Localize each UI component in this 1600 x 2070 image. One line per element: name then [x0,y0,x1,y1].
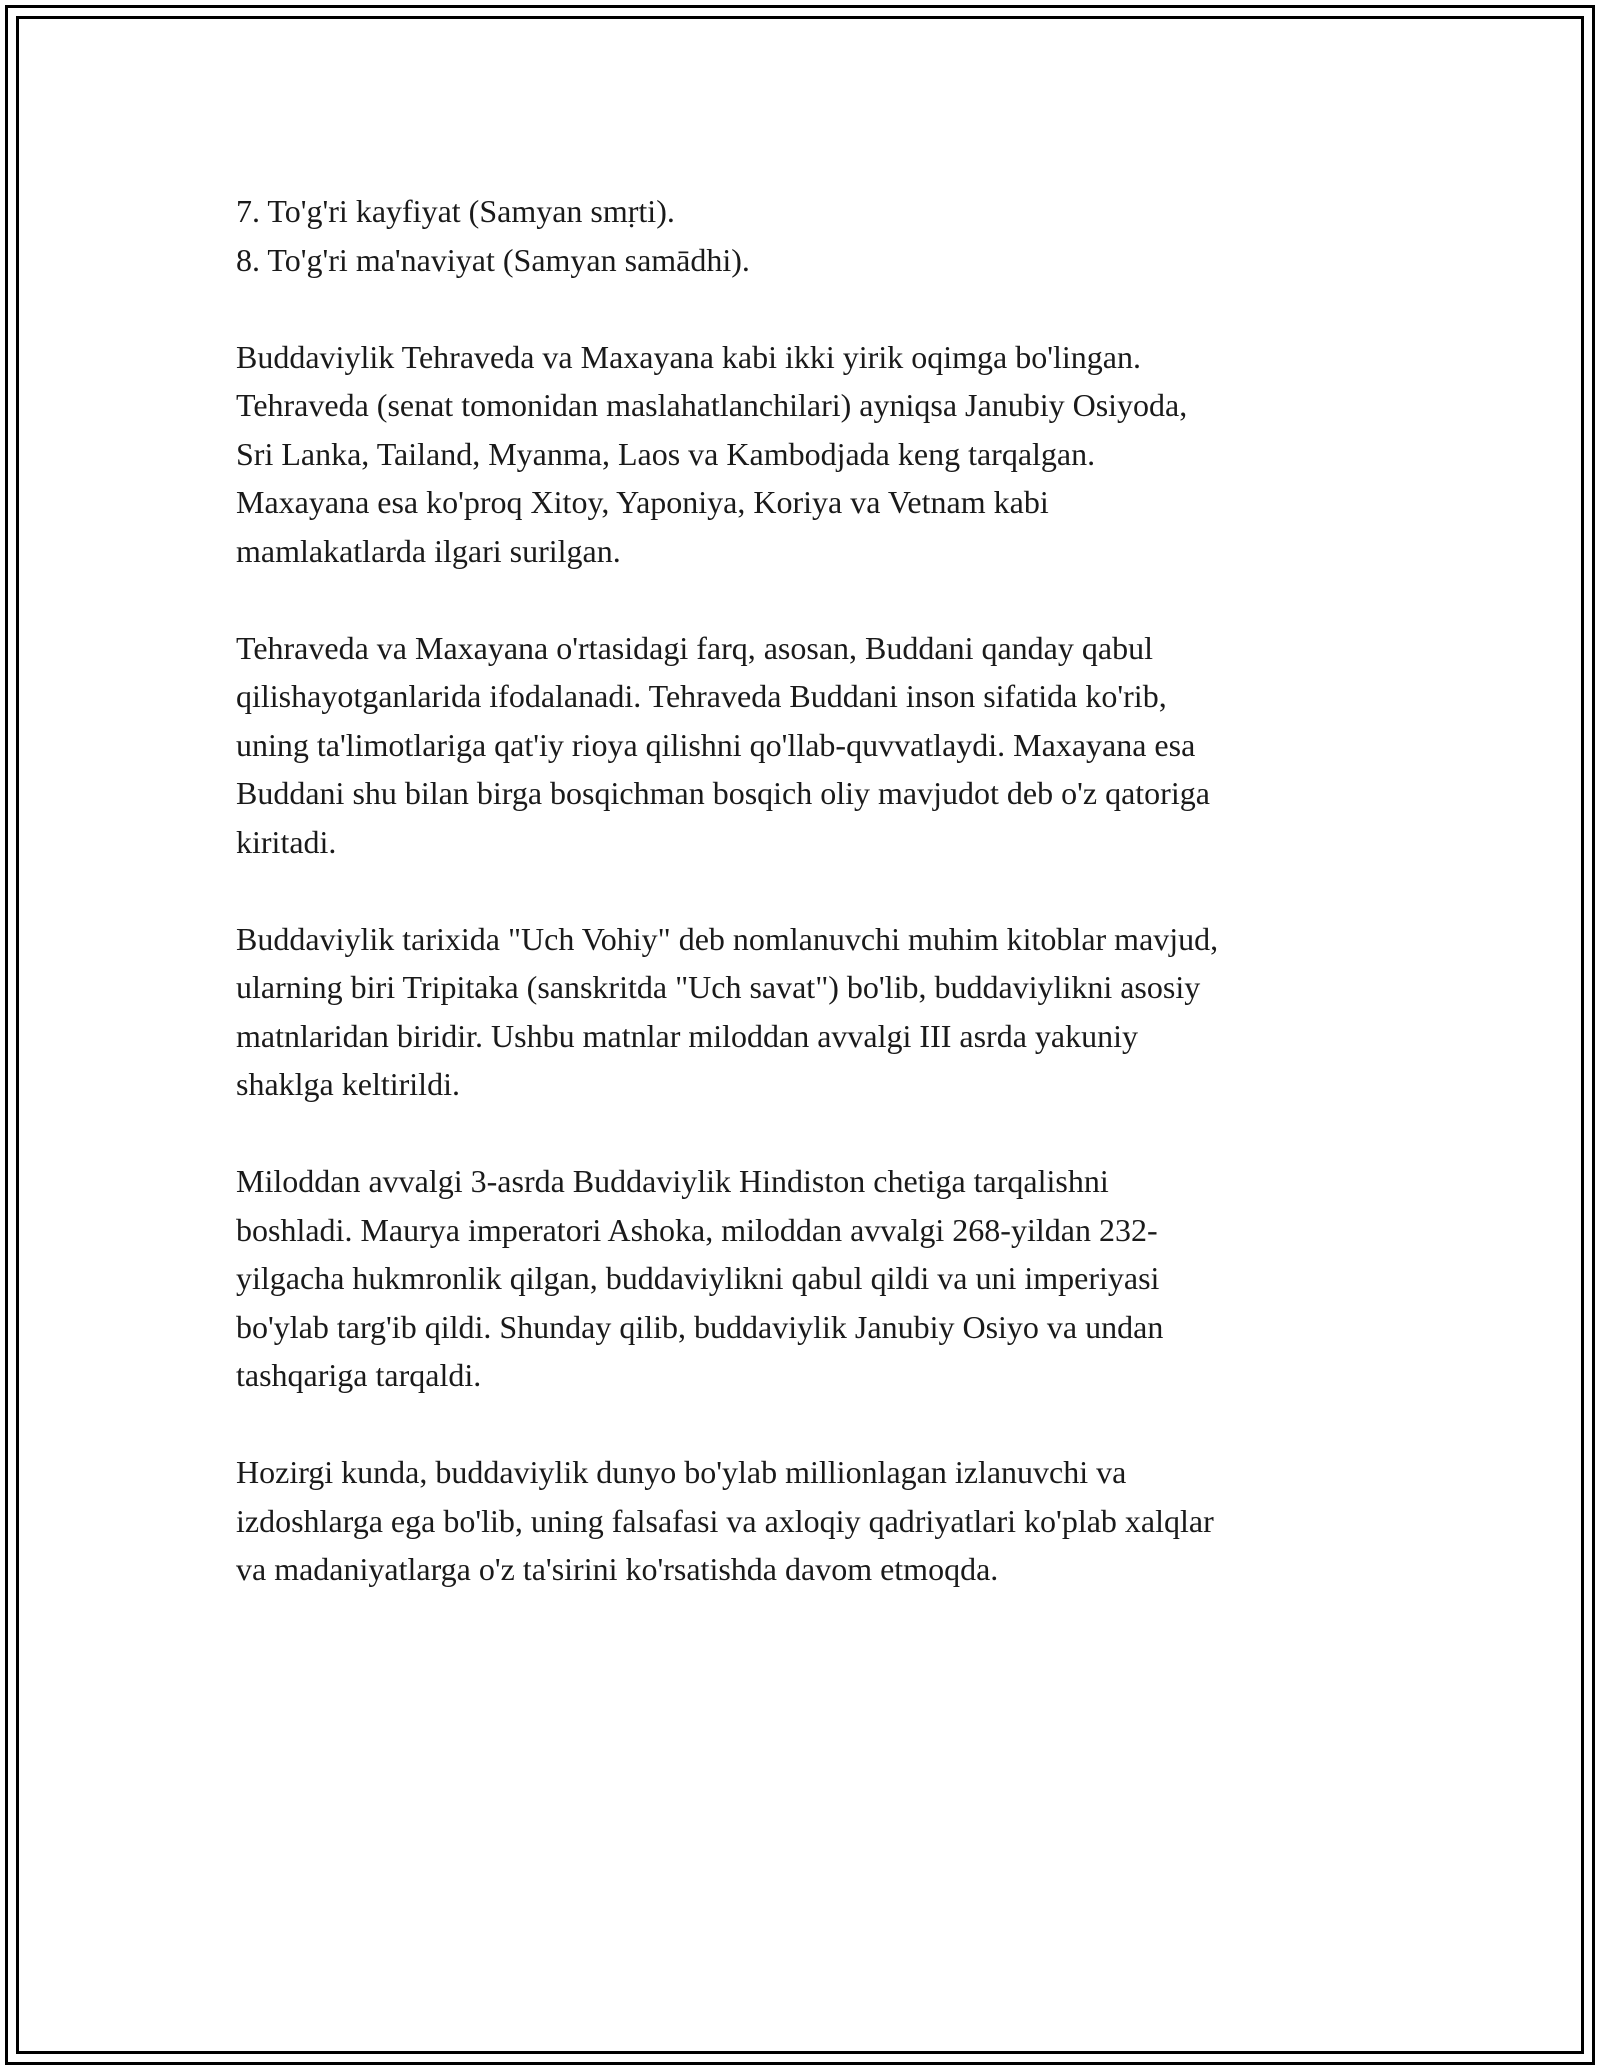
paragraph-theravada-mahayana-branches: Buddaviylik Tehraveda va Maxayana kabi ikki yirik oqimga bo'lingan. Tehraveda (senat tomonidan maslahatlanchilari) ayniqsa Janubiy Osiyoda, Sri Lanka, Tailand, Myanma, Laos va Kambodjada keng tarqalgan. Maxayana esa ko'proq Xitoy, Yaponiya, Koriya va Vetnam kabi mamlakatlarda ilgari surilgan. [236,338,1188,569]
paragraph-tripitaka: Buddaviylik tarixida "Uch Vohiy" deb nomlanuvchi muhim kitoblar mavjud, ularning biri Tripitaka (sanskritda "Uch savat") bo'lib, buddaviylikni asosiy matnlaridan biridir. Ushbu matnlar miloddan avvalgi III asrda yakuniy shaklga keltirildi. [236,920,1219,1102]
list-item-7: 7. To'g'ri kayfiyat (Samyan smṛti). [236,193,675,229]
document-body [236,187,1386,1594]
list-item-8: 8. To'g'ri ma'naviyat (Samyan samādhi). [236,241,750,278]
paragraph-theravada-mahayana-difference: Tehraveda va Maxayana o'rtasidagi farq, asosan, Buddani qanday qabul qilishayotganlarida ifodalanadi. Tehraveda Buddani inson sifatida ko'rib, uning ta'limotlariga qat'iy rioya qilishni qo'llab-quvvatlaydi. Maxayana esa Buddani shu bilan birga bosqichman bosqich oliy mavjudot deb o'z qatoriga kiritadi. [236,629,1210,860]
paragraph-modern-buddhism: Hozirgi kunda, buddaviylik dunyo bo'ylab millionlagan izlanuvchi va izdoshlarga ega bo'lib, uning falsafasi va axloqiy qadriyatlari ko'plab xalqlar va madaniyatlarga o'z ta'sirini ko'rsatishda davom etmoqda. [236,1454,1214,1587]
paragraph-ashoka-spread: Miloddan avvalgi 3-asrda Buddaviylik Hindiston chetiga tarqalishni boshladi. Maurya imperatori Ashoka, miloddan avvalgi 268-yildan 232- yilgacha hukmronlik qilgan, buddaviylikni qabul qildi va uni imperiyasi bo'ylab targ'ib qildi. Shunday qilib, buddaviylik Janubiy Osiyo va undan tashqariga tarqaldi. [236,1163,1164,1393]
